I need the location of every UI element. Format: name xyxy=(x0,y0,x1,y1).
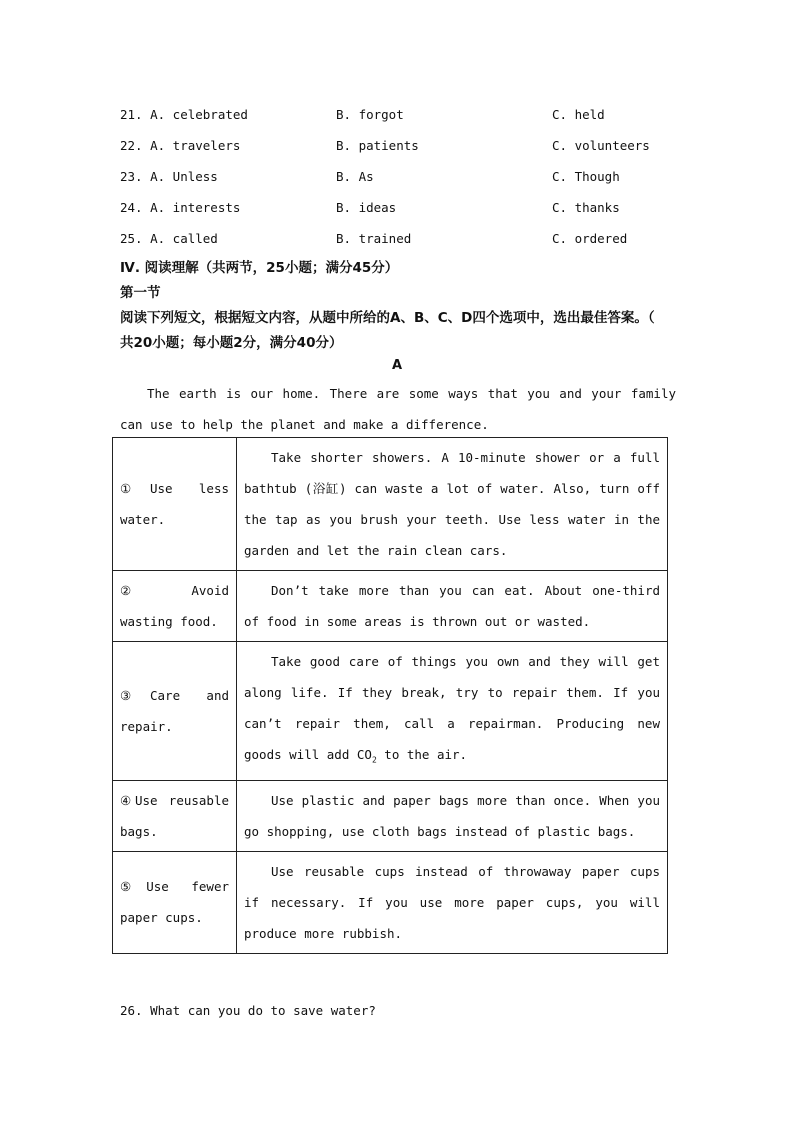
table-row xyxy=(113,851,668,953)
option-row-22 xyxy=(120,138,700,158)
option-row-21 xyxy=(120,107,700,127)
passage-label: A xyxy=(391,358,403,373)
option-b: B. patients xyxy=(336,138,419,153)
option-row-23 xyxy=(120,169,700,189)
option-b: B. ideas xyxy=(336,200,397,215)
instruction-line-2: 共20小题；每小题2分，满分40分） xyxy=(120,335,343,351)
option-row-25 xyxy=(120,231,700,251)
option-c: C. ordered xyxy=(552,231,628,246)
tips-table xyxy=(112,437,668,954)
tip-body: Take shorter showers. A 10-minute shower or a full bathtub (浴缸) can waste a lot of water. Also, turn off the tap as you brush your teeth. Use less water in the garden and let the rain clean cars. xyxy=(237,438,668,571)
tip-title: ②Avoid wasting food. xyxy=(113,571,237,642)
table-row xyxy=(113,571,668,642)
tip-title: ①Use less water. xyxy=(113,438,237,571)
option-a: 21. A. celebrated xyxy=(120,107,248,122)
tip-body: Use plastic and paper bags more than once. When you go shopping, use cloth bags instead of plastic bags. xyxy=(237,780,668,851)
option-row-24 xyxy=(120,200,700,220)
passage-intro: The earth is our home. There are some ways that you and your family can use to help the planet and make a difference. xyxy=(120,386,676,432)
question-26: 26. What can you do to save water? xyxy=(120,1003,376,1018)
option-c: C. thanks xyxy=(552,200,620,215)
option-c: C. Though xyxy=(552,169,620,184)
option-b: B. forgot xyxy=(336,107,404,122)
tip-body: Don’t take more than you can eat. About one-third of food in some areas is thrown out or wasted. xyxy=(237,571,668,642)
tip-title: ③Care and repair. xyxy=(113,642,237,781)
option-c: C. held xyxy=(552,107,605,122)
tip-body: Use reusable cups instead of throwaway paper cups if necessary. If you use more paper cups, you will produce more rubbish. xyxy=(237,851,668,953)
section-heading: Ⅳ. 阅读理解（共两节，25小题；满分45分） xyxy=(120,260,399,276)
table-row xyxy=(113,780,668,851)
table-row xyxy=(113,438,668,571)
section-part: 第一节 xyxy=(120,285,161,301)
tip-body-text: Take good care of things you own and they will get along life. If they break, try to repair them. If you can’t repair them, call a repairman. Producing new goods will add CO xyxy=(244,654,660,762)
option-a: 25. A. called xyxy=(120,231,218,246)
option-a: 23. A. Unless xyxy=(120,169,218,184)
instruction-line-1: 阅读下列短文，根据短文内容，从题中所给的A、B、C、D四个选项中，选出最佳答案。（ xyxy=(120,310,655,326)
tip-title: ⑤Use fewer paper cups. xyxy=(113,851,237,953)
option-c: C. volunteers xyxy=(552,138,650,153)
table-row xyxy=(113,642,668,781)
option-b: B. As xyxy=(336,169,374,184)
subscript-2: 2 xyxy=(371,755,377,765)
tip-title: ④Use reusable bags. xyxy=(113,780,237,851)
tip-body xyxy=(237,642,668,781)
option-b: B. trained xyxy=(336,231,412,246)
option-a: 24. A. interests xyxy=(120,200,241,215)
tip-body-text-end: to the air. xyxy=(376,747,468,762)
option-a: 22. A. travelers xyxy=(120,138,241,153)
